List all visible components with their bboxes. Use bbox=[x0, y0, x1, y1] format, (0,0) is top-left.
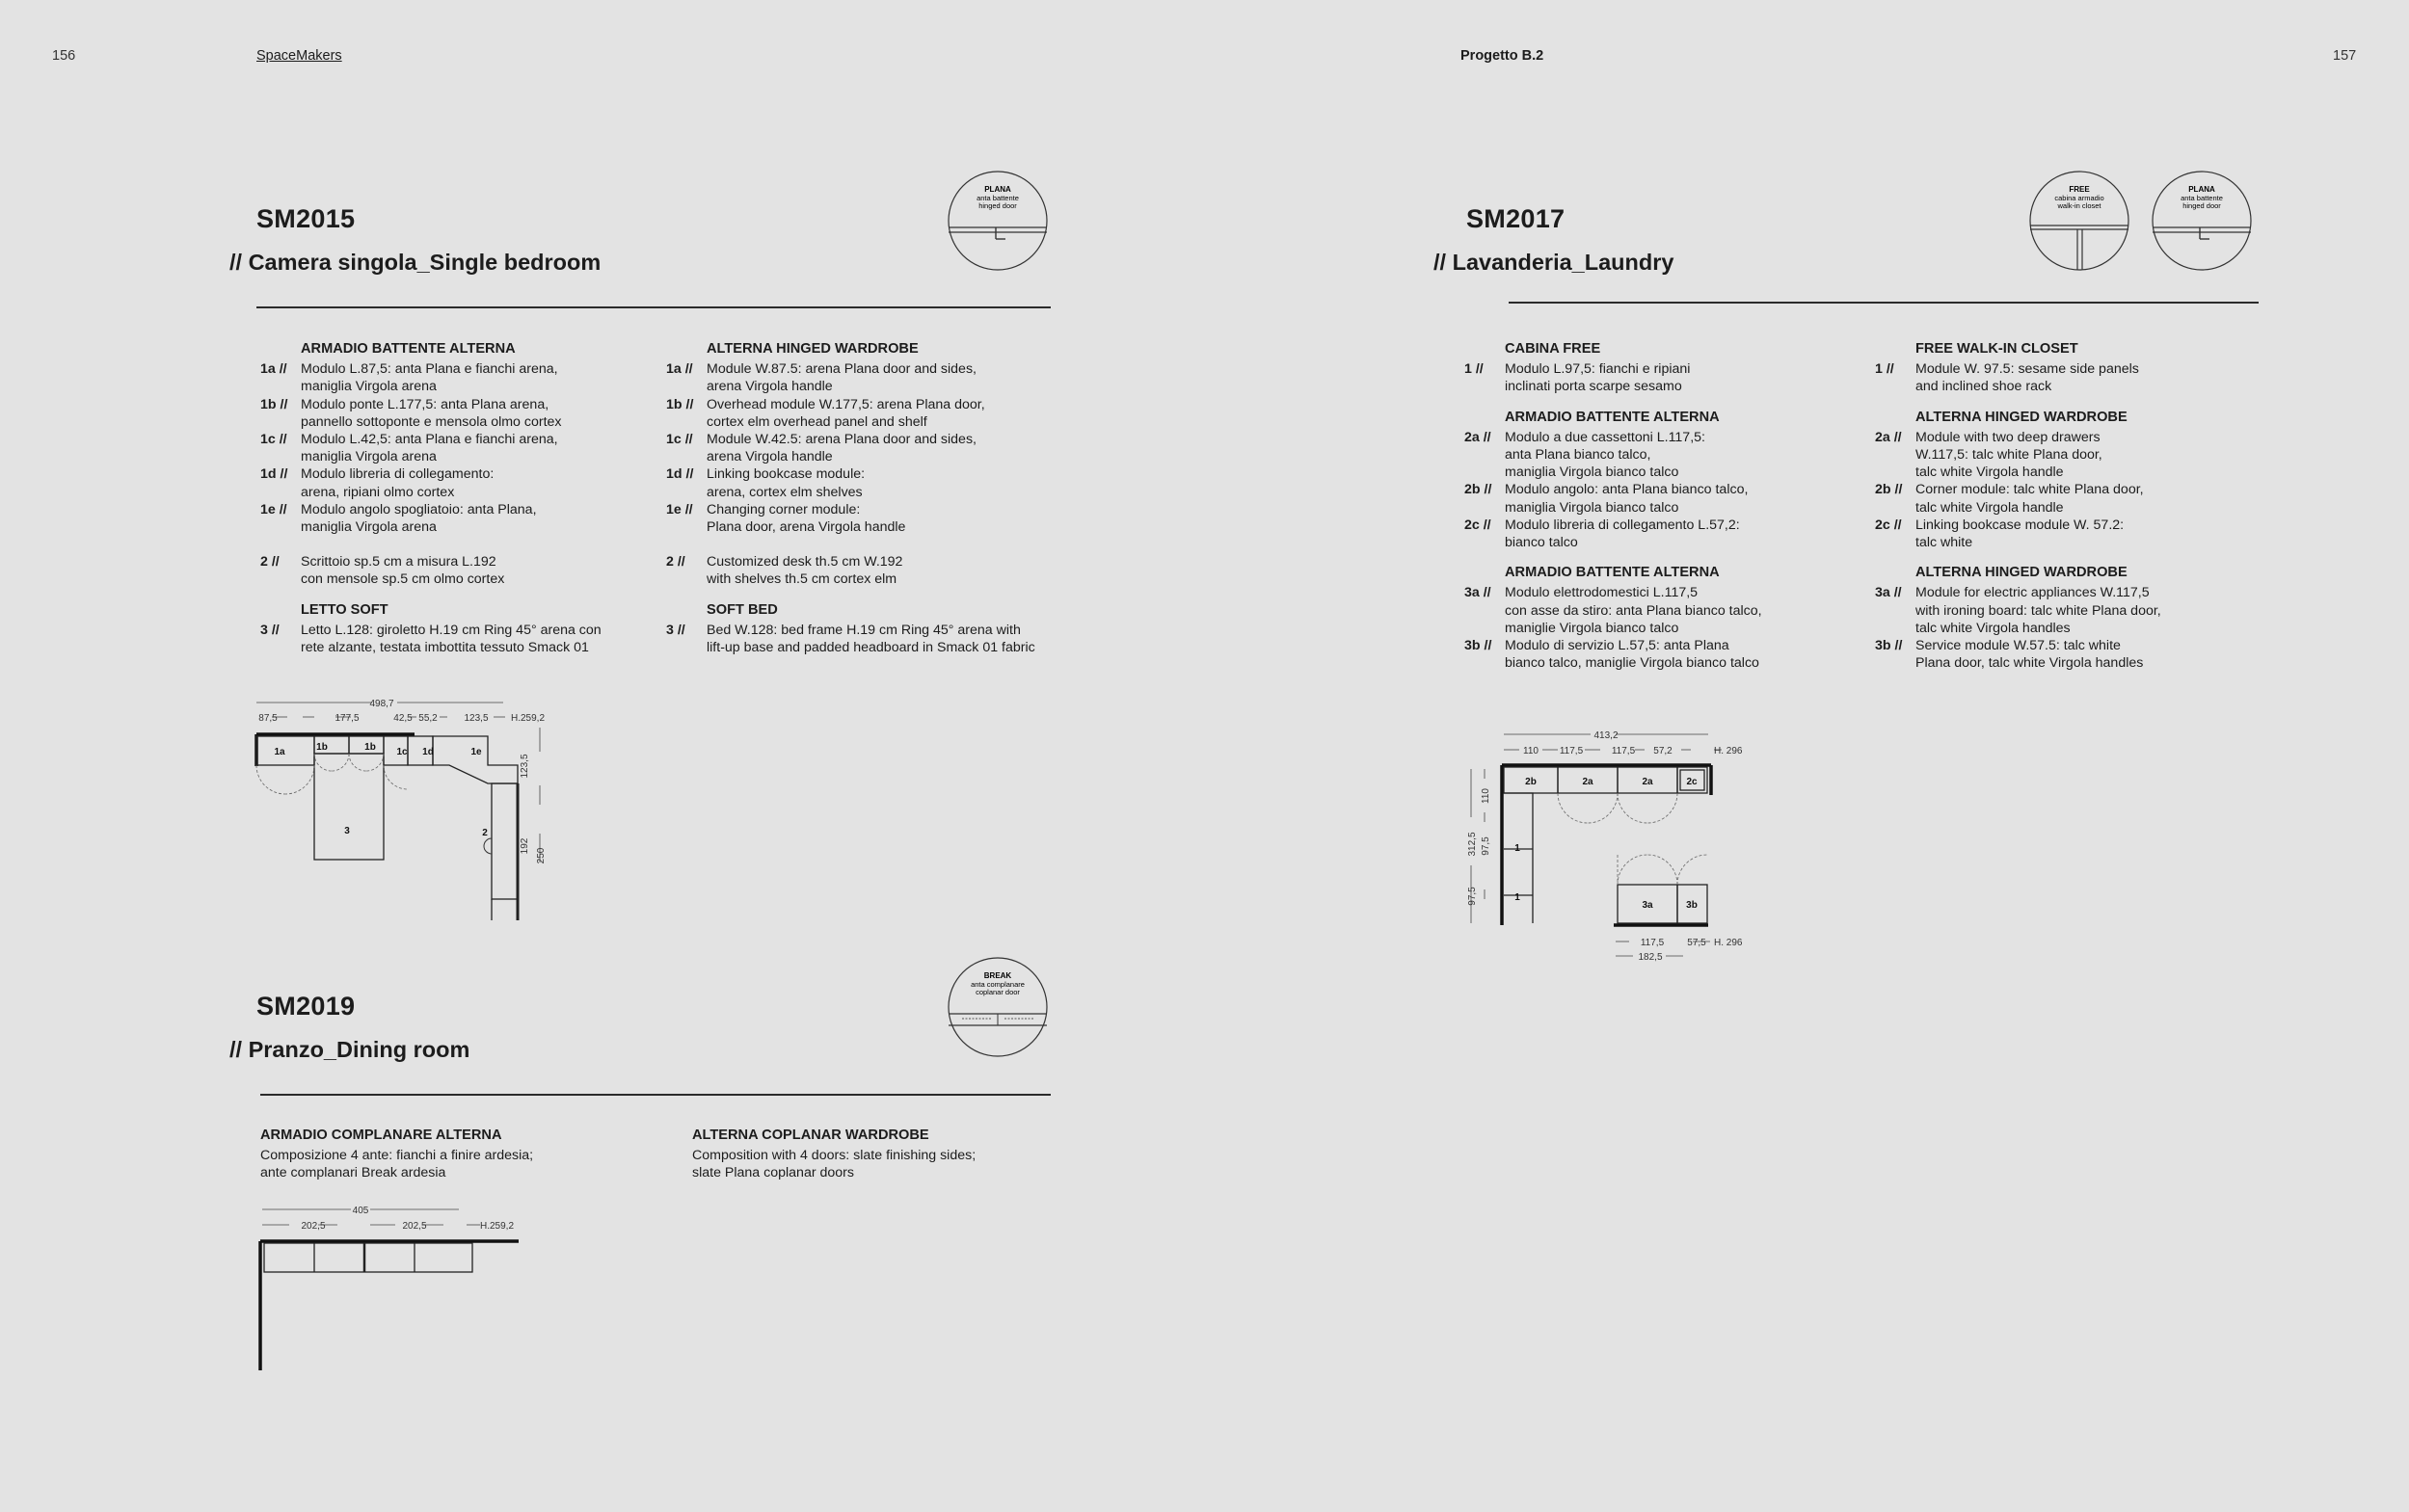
sm2017-en-heading-1: FREE WALK-IN CLOSET bbox=[1915, 341, 2078, 357]
sm2015-floor-plan bbox=[251, 689, 559, 925]
list-item: 3 // Bed W.128: bed frame H.19 cm Ring 45° arena with lift-up base and padded headboard in Smack 01 fabric bbox=[666, 622, 1035, 656]
sm2017-it-heading-3: ARMADIO BATTENTE ALTERNA bbox=[1505, 565, 1720, 581]
plan-dim: 42,5 bbox=[393, 713, 413, 724]
sm2019-it-text: Composizione 4 ante: fianchi a finire ardesia; ante complanari Break ardesia bbox=[260, 1148, 534, 1181]
sm2015-subtitle: // Camera singola_Single bedroom bbox=[229, 250, 602, 275]
badge-line1: anta battente bbox=[977, 194, 1019, 202]
sm2019-en-heading: ALTERNA COPLANAR WARDROBE bbox=[692, 1127, 929, 1143]
sm2017-en-heading-3: ALTERNA HINGED WARDROBE bbox=[1915, 565, 2128, 581]
sm2015-italian-column bbox=[260, 340, 646, 656]
plan-label-2b: 2b bbox=[1525, 777, 1537, 787]
list-item: 1d // Linking bookcase module: arena, cortex elm shelves bbox=[666, 466, 866, 500]
brand-link[interactable]: SpaceMakers bbox=[256, 48, 342, 64]
list-item: 3b // Modulo di servizio L.57,5: anta Plana bianco talco, maniglie Virgola bianco talco bbox=[1464, 638, 1759, 672]
free-walk-in-closet-icon bbox=[2029, 171, 2129, 271]
plan-dim: H. 296 bbox=[1714, 746, 1743, 756]
plan-label-1e: 1e bbox=[470, 747, 482, 757]
list-item: 1b // Overhead module W.177,5: arena Plana door, cortex elm overhead panel and shelf bbox=[666, 396, 985, 430]
plan-dim: 117,5 bbox=[1640, 938, 1665, 948]
list-item: 3 // Letto L.128: giroletto H.19 cm Ring 45° arena con rete alzante, testata imbottita tessuto Smack 01 bbox=[260, 622, 602, 656]
list-item: 1e // Changing corner module: Plana door, arena Virgola handle bbox=[666, 501, 906, 536]
plan-dim-total: 405 bbox=[352, 1206, 369, 1216]
plan-dim: 110 bbox=[1523, 746, 1539, 756]
list-item: 1a // Module W.87.5: arena Plana door and sides, arena Virgola handle bbox=[666, 361, 977, 395]
plan-label-1: 1 bbox=[1514, 892, 1520, 903]
sm2015-english-column bbox=[666, 340, 1061, 656]
page-number-left: 156 bbox=[52, 48, 76, 64]
sm2017-subtitle: // Lavanderia_Laundry bbox=[1433, 250, 1674, 275]
sm2019-italian-column bbox=[260, 1127, 665, 1182]
list-item: 3b // Service module W.57.5: talc white Plana door, talc white Virgola handles bbox=[1875, 638, 2144, 672]
plan-dim-total: 182,5 bbox=[1638, 952, 1663, 963]
plan-label-1a: 1a bbox=[274, 747, 285, 757]
list-item: 1d // Modulo libreria di collegamento: arena, ripiani olmo cortex bbox=[260, 466, 495, 500]
list-item: 2 // Scrittoio sp.5 cm a misura L.192 con mensole sp.5 cm olmo cortex bbox=[260, 554, 505, 588]
plan-label-2c: 2c bbox=[1686, 777, 1698, 787]
sm2015-en-heading: ALTERNA HINGED WARDROBE bbox=[707, 341, 919, 357]
plan-dim-total: 413,2 bbox=[1593, 730, 1619, 741]
plan-dim: 192 bbox=[520, 837, 530, 855]
plan-dim: 117,5 bbox=[1559, 746, 1584, 756]
sm2019-it-heading: ARMADIO COMPLANARE ALTERNA bbox=[260, 1127, 502, 1143]
plan-dim: 110 bbox=[1481, 788, 1491, 804]
plan-dim: 202,5 bbox=[402, 1221, 427, 1232]
plan-dim: 117,5 bbox=[1611, 746, 1636, 756]
sm2017-it-heading-1: CABINA FREE bbox=[1505, 341, 1601, 357]
badge-title: PLANA bbox=[2188, 185, 2215, 194]
list-item: 3a // Modulo elettrodomestici L.117,5 con asse da stiro: anta Plana bianco talco, maniglie Virgola bianco talco bbox=[1464, 585, 1762, 636]
plan-label-1c: 1c bbox=[396, 747, 408, 757]
project-title: Progetto B.2 bbox=[1460, 48, 1544, 64]
plan-dim: 55,2 bbox=[418, 713, 438, 724]
plan-label-1b: 1b bbox=[316, 742, 328, 753]
badge-line1: anta battente bbox=[2181, 194, 2223, 202]
list-item: 2c // Modulo libreria di collegamento L.57,2: bianco talco bbox=[1464, 517, 1740, 551]
sm2015-divider bbox=[256, 306, 1051, 308]
list-item: 3a // Module for electric appliances W.117,5 with ironing board: talc white Plana door, talc white Virgola handles bbox=[1875, 585, 2161, 636]
list-item: 1 // Module W. 97.5: sesame side panels and inclined shoe rack bbox=[1875, 361, 2139, 395]
badge-title: BREAK bbox=[983, 971, 1012, 980]
list-item: 1c // Module W.42.5: arena Plana door and sides, arena Virgola handle bbox=[666, 432, 977, 465]
list-item: 1c // Modulo L.42,5: anta Plana e fianchi arena, maniglia Virgola arena bbox=[260, 432, 558, 465]
sm2019-floor-plan bbox=[251, 1200, 540, 1373]
list-item: 1e // Modulo angolo spogliatoio: anta Plana, maniglia Virgola arena bbox=[260, 501, 537, 536]
plana-hinged-door-icon bbox=[2152, 171, 2252, 271]
sm2019-subtitle: // Pranzo_Dining room bbox=[229, 1037, 470, 1062]
plan-dim: 97,5 bbox=[1467, 887, 1478, 906]
plan-label-2a: 2a bbox=[1642, 777, 1653, 787]
plan-dim: H.259,2 bbox=[480, 1221, 515, 1232]
plan-label-1b: 1b bbox=[364, 742, 376, 753]
sm2017-code: SM2017 bbox=[1466, 204, 1566, 233]
sm2019-en-text: Composition with 4 doors: slate finishing sides; slate Plana coplanar doors bbox=[692, 1148, 977, 1181]
plan-label-2: 2 bbox=[482, 828, 488, 838]
plan-label-3: 3 bbox=[344, 826, 350, 836]
list-item: 1b // Modulo ponte L.177,5: anta Plana arena, pannello sottoponte e mensola olmo cortex bbox=[260, 396, 562, 430]
list-item: 1 // Modulo L.97,5: fianchi e ripiani inclinati porta scarpe sesamo bbox=[1464, 361, 1691, 395]
plan-dim: H.259,2 bbox=[511, 713, 546, 724]
list-item: 2 // Customized desk th.5 cm W.192 with shelves th.5 cm cortex elm bbox=[666, 554, 903, 588]
plan-dim: 57,5 bbox=[1687, 938, 1706, 948]
badge-line2: walk-in closet bbox=[2057, 201, 2101, 210]
sm2015-code: SM2015 bbox=[256, 204, 356, 233]
plan-dim: 87,5 bbox=[258, 713, 278, 724]
sm2015-it-heading: ARMADIO BATTENTE ALTERNA bbox=[301, 341, 516, 357]
sm2017-divider bbox=[1509, 302, 2259, 304]
sm2017-english-column bbox=[1875, 340, 2261, 672]
plan-label-3a: 3a bbox=[1642, 900, 1653, 911]
sm2017-it-heading-2: ARMADIO BATTENTE ALTERNA bbox=[1505, 409, 1720, 425]
list-item: 2b // Corner module: talc white Plana door, talc white Virgola handle bbox=[1875, 482, 2144, 516]
plan-dim: 97,5 bbox=[1481, 836, 1491, 856]
sm2019-divider bbox=[260, 1094, 1051, 1096]
list-item: 2c // Linking bookcase module W. 57.2: talc white bbox=[1875, 517, 2125, 551]
page-number-right: 157 bbox=[2333, 48, 2357, 64]
badge-line2: coplanar door bbox=[976, 988, 1020, 996]
list-item: 1a // Modulo L.87,5: anta Plana e fianchi arena, maniglia Virgola arena bbox=[260, 361, 558, 395]
plan-dim: 250 bbox=[536, 847, 547, 864]
plan-dim: 177,5 bbox=[335, 713, 360, 724]
plan-dim: 202,5 bbox=[301, 1221, 326, 1232]
plan-label-3b: 3b bbox=[1686, 900, 1698, 911]
list-item: 2a // Modulo a due cassettoni L.117,5: anta Plana bianco talco, maniglia Virgola bianco talco bbox=[1464, 429, 1705, 481]
plan-label-1: 1 bbox=[1514, 843, 1520, 854]
sm2017-en-heading-2: ALTERNA HINGED WARDROBE bbox=[1915, 409, 2128, 425]
sm2017-italian-column bbox=[1464, 340, 1860, 672]
badge-line2: hinged door bbox=[978, 201, 1017, 210]
badge-line1: cabina armadio bbox=[2054, 194, 2104, 202]
plan-dim: H. 296 bbox=[1714, 938, 1743, 948]
list-item: 2b // Modulo angolo: anta Plana bianco talco, maniglia Virgola bianco talco bbox=[1464, 482, 1749, 516]
sm2019-english-column bbox=[692, 1127, 1097, 1182]
sm2015-en-bed-heading: SOFT BED bbox=[707, 601, 778, 618]
plan-dim: 312,5 bbox=[1467, 832, 1478, 857]
plan-label-2a: 2a bbox=[1582, 777, 1593, 787]
sm2017-floor-plan bbox=[1456, 721, 1774, 971]
sm2015-it-bed-heading: LETTO SOFT bbox=[301, 601, 388, 618]
plan-dim: 123,5 bbox=[464, 713, 489, 724]
break-coplanar-door-icon bbox=[948, 957, 1048, 1057]
badge-title: PLANA bbox=[984, 185, 1011, 194]
plan-dim-total: 498,7 bbox=[369, 699, 394, 709]
badge-title: FREE bbox=[2069, 185, 2090, 194]
list-item: 2a // Module with two deep drawers W.117,5: talc white Plana door, talc white Virgola handle bbox=[1875, 429, 2102, 481]
plan-dim: 123,5 bbox=[520, 754, 530, 779]
plan-label-1d: 1d bbox=[422, 747, 434, 757]
plana-hinged-door-icon bbox=[948, 171, 1048, 271]
plan-dim: 57,2 bbox=[1653, 746, 1673, 756]
sm2019-code: SM2019 bbox=[256, 992, 356, 1021]
badge-line2: hinged door bbox=[2182, 201, 2221, 210]
badge-line1: anta complanare bbox=[971, 980, 1025, 989]
